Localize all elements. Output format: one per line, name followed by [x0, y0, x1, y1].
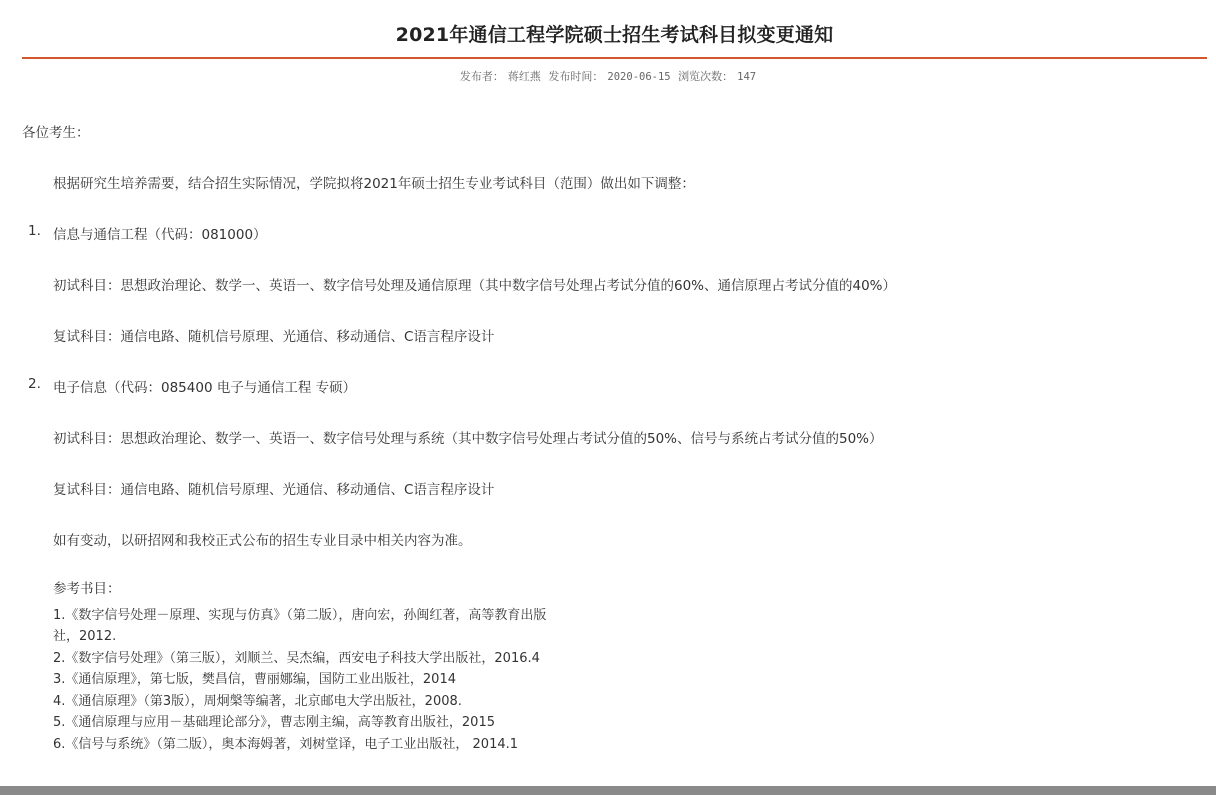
program-2-retest: 复试科目：通信电路、随机信号原理、光通信、移动通信、C语言程序设计 [53, 482, 495, 498]
views-count: 147 [737, 71, 757, 83]
greeting: 各位考生： [22, 125, 90, 141]
reference-item: 1.《数字信号处理－原理、实现与仿真》（第二版），唐向宏，孙闽红著，高等教育出版 [53, 608, 547, 623]
reference-item: 社，2012. [53, 629, 117, 644]
publisher-name: 蒋红燕 [507, 70, 541, 83]
publisher-label: 发布者： [459, 70, 504, 83]
program-1-name [28, 223, 267, 243]
intro-paragraph: 根据研究生培养需要，结合招生实际情况，学院拟将2021年硕士招生专业考试科目（范围）做出如下调整： [53, 176, 695, 192]
refs-heading: 参考书目： [53, 581, 121, 597]
reference-item: 3.《通信原理》，第七版，樊昌信，曹丽娜编，国防工业出版社，2014 [53, 672, 456, 687]
program-2-name [28, 376, 357, 396]
program-1-prelim: 初试科目：思想政治理论、数学一、英语一、数字信号处理及通信原理（其中数字信号处理占考试分值的60%、通信原理占考试分值的40%） [53, 278, 897, 294]
reference-item: 4.《通信原理》（第3版），周炯槃等编著，北京邮电大学出版社，2008. [53, 693, 462, 709]
publish-time-label: 发布时间： [548, 70, 604, 83]
publish-time: 2020-06-15 [607, 71, 671, 83]
notice-note: 如有变动，以研招网和我校正式公布的招生专业目录中相关内容为准。 [53, 533, 472, 549]
reference-item: 2.《数字信号处理》（第三版），刘顺兰、吴杰编，西安电子科技大学出版社，2016.4 [53, 650, 540, 666]
bottom-bar [0, 786, 1216, 795]
page-title: 2021年通信工程学院硕士招生考试科目拟变更通知 [395, 24, 834, 46]
program-1-number: 1. [28, 223, 41, 239]
views-label: 浏览次数： [678, 70, 734, 83]
reference-item: 6.《信号与系统》（第二版），奥本海姆著，刘树堂译，电子工业出版社， 2014.1 [53, 736, 519, 752]
title-divider [22, 57, 1207, 59]
reference-list [53, 606, 546, 755]
reference-item: 5.《通信原理与应用－基础理论部分》，曹志刚主编，高等教育出版社，2015 [53, 715, 495, 730]
program-1-retest: 复试科目：通信电路、随机信号原理、光通信、移动通信、C语言程序设计 [53, 329, 495, 345]
program-2-prelim: 初试科目：思想政治理论、数学一、英语一、数字信号处理与系统（其中数字信号处理占考试分值的50%、信号与系统占考试分值的50%） [53, 431, 883, 447]
program-2-title: 电子信息（代码：085400 电子与通信工程 专硕） [53, 380, 357, 396]
program-1-title: 信息与通信工程（代码：081000） [53, 227, 267, 243]
article-meta [0, 68, 1216, 84]
program-2-number: 2. [28, 376, 41, 392]
